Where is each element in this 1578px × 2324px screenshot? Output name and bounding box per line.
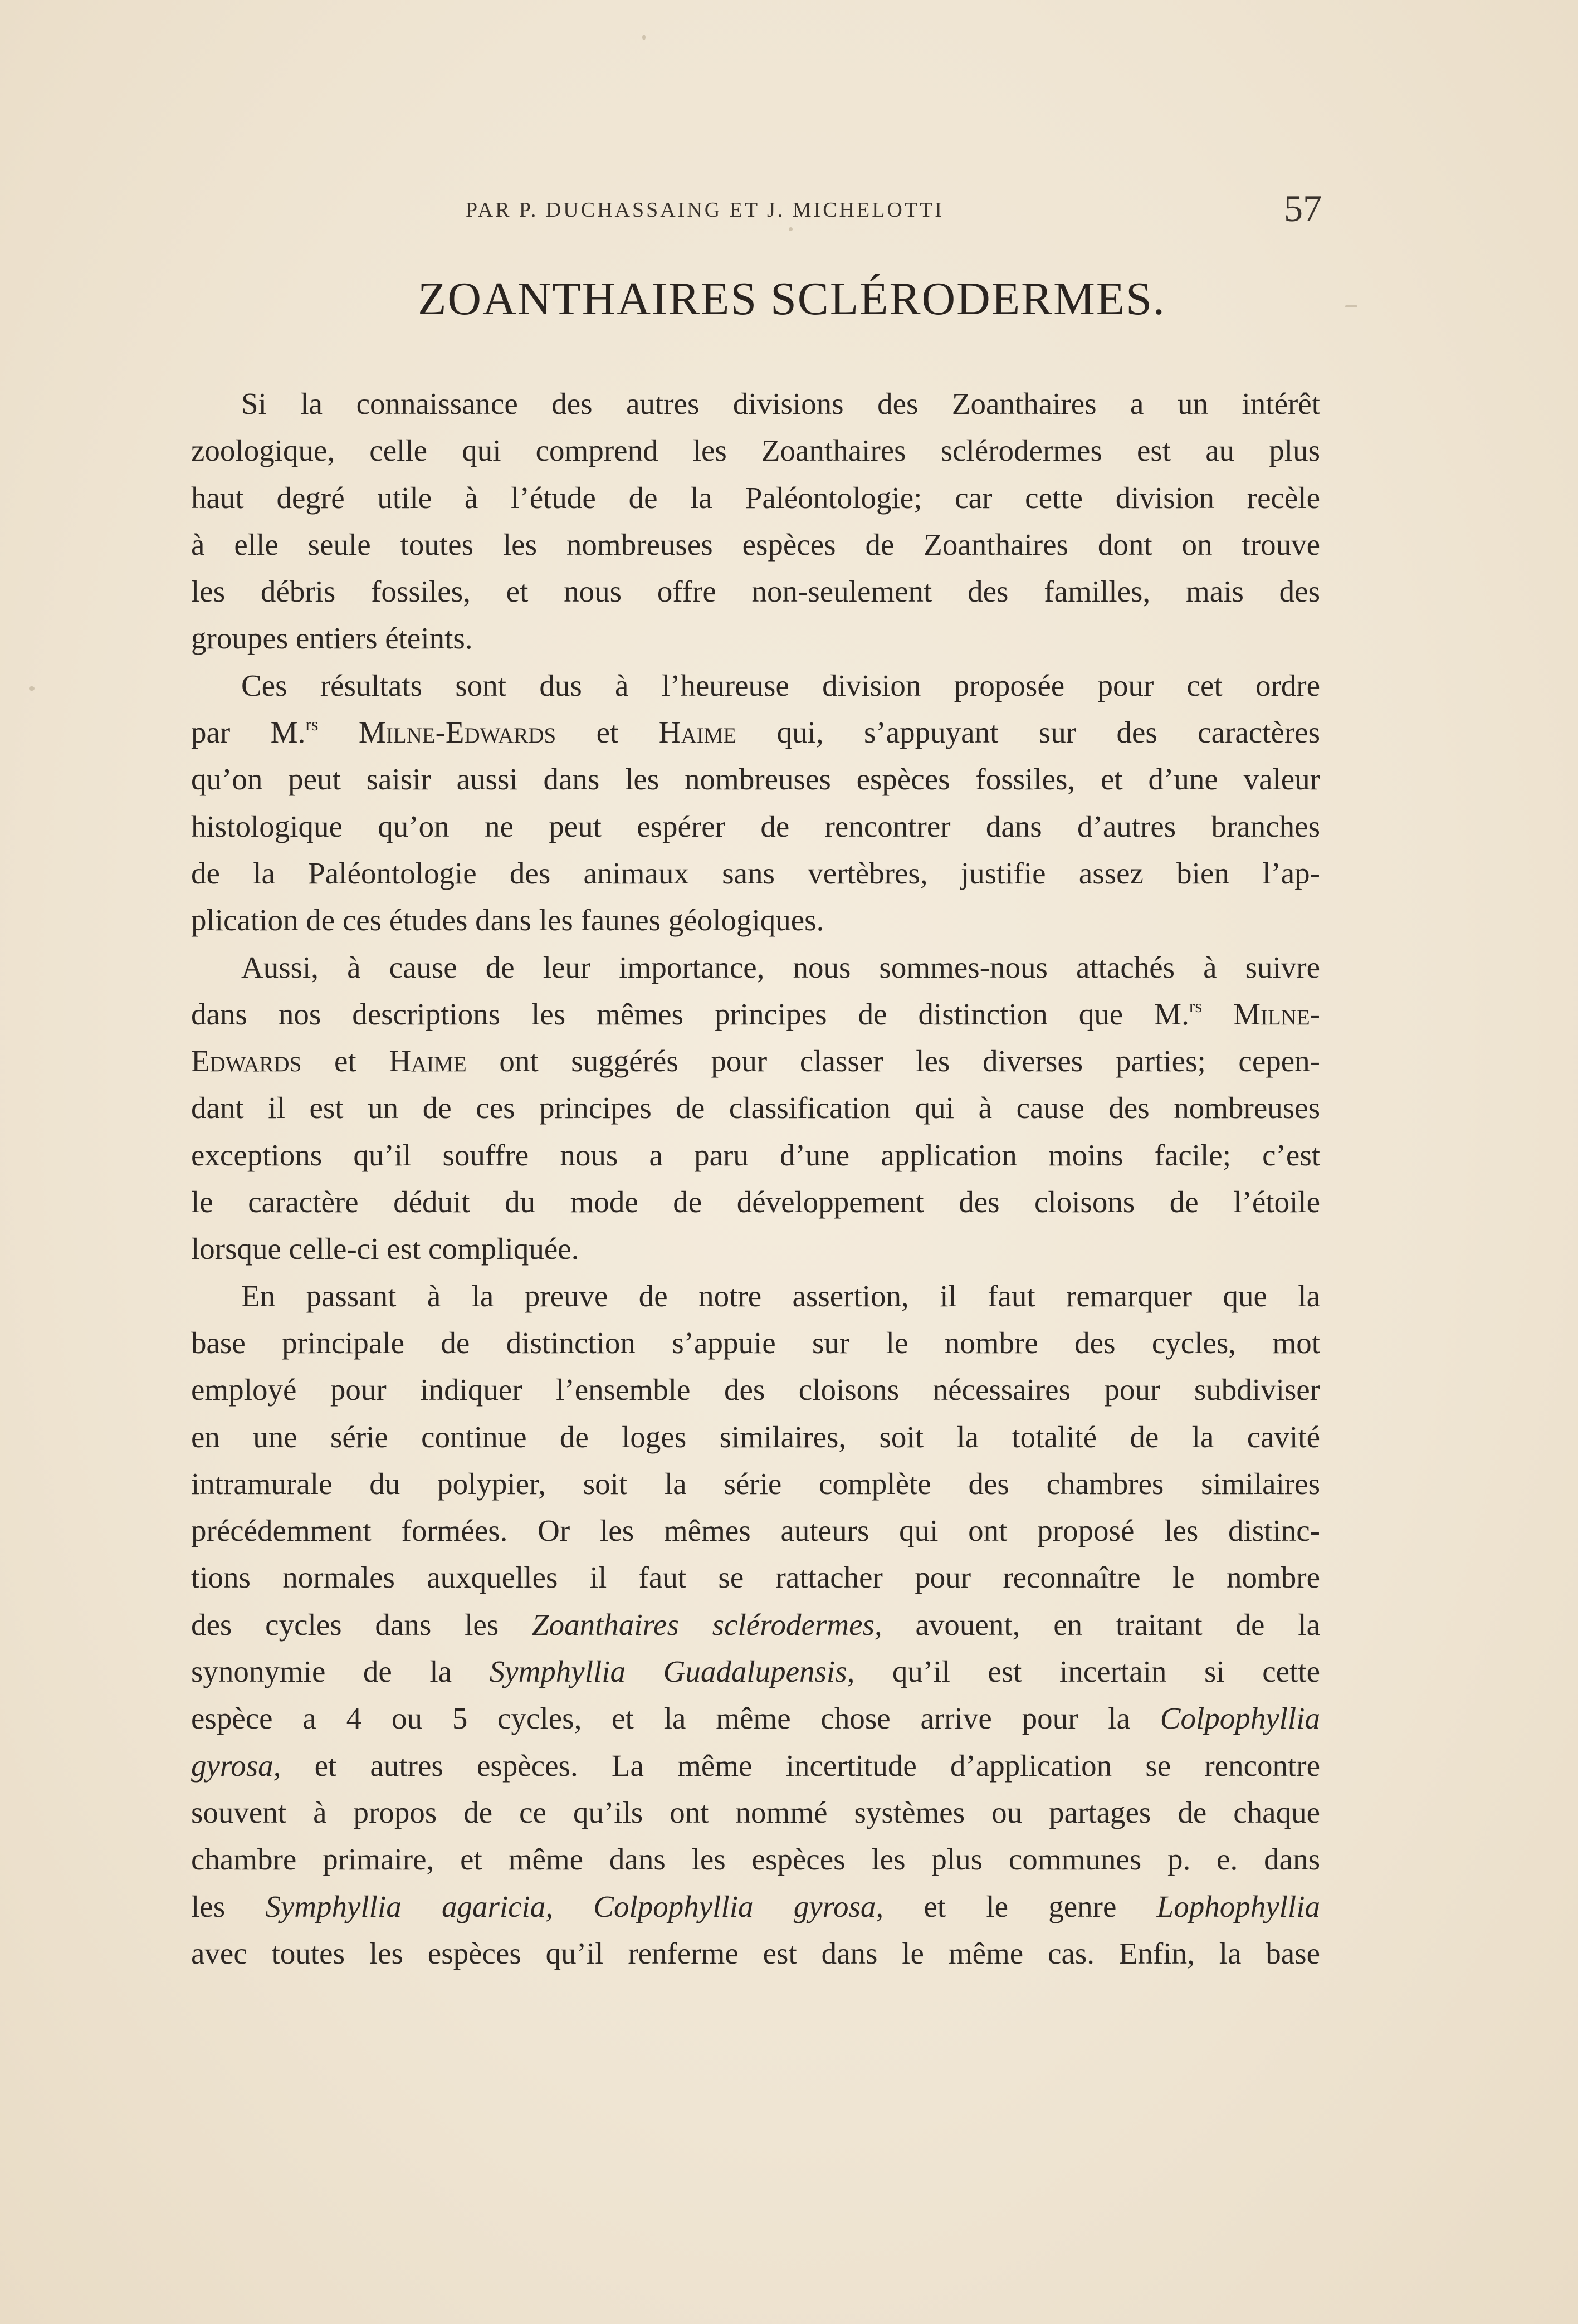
text-line: gyrosa, et autres espèces. La même incertitude d’application se rencontre — [191, 1748, 1320, 1783]
text-line: histologique qu’on ne peut espérer de rencontrer dans d’autres branches — [191, 809, 1320, 843]
text-line: les débris fossiles, et nous offre non-seulement des familles, mais des — [191, 574, 1320, 609]
text-line: espèce a 4 ou 5 cycles, et la même chose arrive pour la Colpophyllia — [191, 1701, 1320, 1736]
text-line: synonymie de la Symphyllia Guadalupensis, qu’il est incertain si cette — [191, 1654, 1320, 1689]
text-line: Edwards et Haime ont suggérés pour classer les diverses parties; cepen- — [191, 1044, 1320, 1078]
page-number: 57 — [1284, 187, 1322, 230]
text-line: chambre primaire, et même dans les espèces les plus communes p. e. dans — [191, 1842, 1320, 1877]
paper-speck — [29, 686, 35, 691]
body-text — [191, 380, 1320, 1977]
text-line: dans nos descriptions les mêmes principes de distinction que M.$^{rs}$ Milne- — [191, 995, 1320, 1031]
text-line: Aussi, à cause de leur importance, nous sommes-nous attachés à suivre — [241, 950, 1320, 984]
text-line: exceptions qu’il souffre nous a paru d’une application moins facile; c’est — [191, 1137, 1320, 1172]
text-line: lorsque celle-ci est compliquée. — [191, 1232, 579, 1266]
text-line: les Symphyllia agaricia, Colpophyllia gyrosa, et le genre Lophophyllia — [191, 1889, 1320, 1923]
text-line: plication de ces études dans les faunes géologiques. — [191, 903, 824, 938]
text-line: dant il est un de ces principes de classification qui à cause des nombreuses — [191, 1091, 1320, 1125]
text-line: Ces résultats sont dus à l’heureuse division proposée pour cet ordre — [241, 668, 1320, 702]
section-title: ZOANTHAIRES SCLÉRODERMES. — [418, 273, 1166, 325]
text-line: en une série continue de loges similaires, soit la totalité de la cavité — [191, 1419, 1320, 1454]
paper-speck — [642, 35, 646, 40]
text-line: de la Paléontologie des animaux sans vertèbres, justifie assez bien l’ap- — [191, 856, 1320, 890]
text-line: le caractère déduit du mode de développement des cloisons de l’étoile — [191, 1185, 1320, 1219]
page-header — [0, 187, 1578, 242]
text-line: groupes entiers éteints. — [191, 621, 473, 656]
text-line: à elle seule toutes les nombreuses espèces de Zoanthaires dont on trouve — [191, 527, 1320, 562]
text-line: qu’on peut saisir aussi dans les nombreuses espèces fossiles, et d’une valeur — [191, 762, 1320, 797]
running-head: PAR P. DUCHASSAING ET J. MICHELOTTI — [466, 198, 944, 222]
text-line: intramurale du polypier, soit la série complète des chambres similaires — [191, 1466, 1320, 1501]
text-line: précédemment formées. Or les mêmes auteurs qui ont proposé les distinc- — [191, 1513, 1320, 1548]
text-line: En passant à la preuve de notre assertion, il faut remarquer que la — [241, 1278, 1320, 1313]
text-line: souvent à propos de ce qu’ils ont nommé systèmes ou partages de chaque — [191, 1795, 1320, 1829]
text-line: zoologique, celle qui comprend les Zoanthaires sclérodermes est au plus — [191, 433, 1320, 468]
text-line: haut degré utile à l’étude de la Paléontologie; car cette division recèle — [191, 480, 1320, 515]
text-line: tions normales auxquelles il faut se rattacher pour reconnaître le nombre — [191, 1560, 1320, 1595]
text-line: avec toutes les espèces qu’il renferme est dans le même cas. Enfin, la base — [191, 1936, 1320, 1970]
text-line: des cycles dans les Zoanthaires sclérodermes, avouent, en traitant de la — [191, 1607, 1320, 1642]
text-line: employé pour indiquer l’ensemble des cloisons nécessaires pour subdiviser — [191, 1373, 1320, 1407]
text-line: base principale de distinction s’appuie sur le nombre des cycles, mot — [191, 1325, 1320, 1360]
text-line: Si la connaissance des autres divisions des Zoanthaires a un intérêt — [241, 387, 1320, 421]
text-line: par M.$^{rs}$ Milne-Edwards et Haime qui, s’appuyant sur des caractères — [191, 714, 1320, 750]
